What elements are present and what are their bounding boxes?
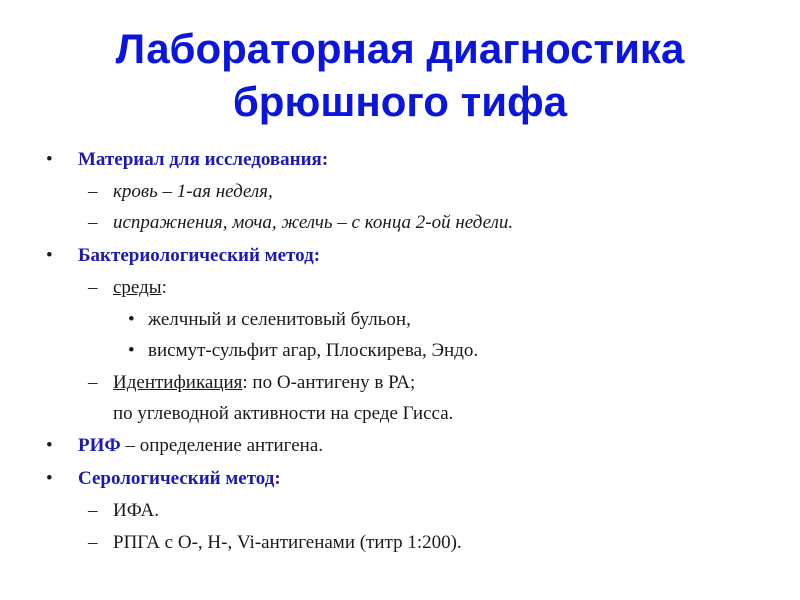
dash-marker: – <box>88 212 98 233</box>
bullet-marker: • <box>46 468 53 489</box>
material-heading: Материал для исследования: <box>78 149 329 170</box>
material-item-excreta: испражнения, моча, желчь – с конца 2-ой недели. <box>113 212 514 233</box>
rif-text: – определение антигена. <box>120 435 324 456</box>
media-item-agar: висмут-сульфит агар, Плоскирева, Эндо. <box>148 340 479 361</box>
bacterio-heading: Бактериологический метод: <box>78 245 321 266</box>
sero-item-rpga: РПГА с О-, Н-, Vi-антигенами (титр 1:200). <box>113 532 462 553</box>
media-label-row <box>113 277 167 299</box>
dash-marker: – <box>88 532 98 553</box>
bullet-marker: • <box>128 340 135 361</box>
title-line-1: Лабораторная диагностика <box>115 25 685 72</box>
rif-label: РИФ <box>78 435 121 456</box>
bullet-marker: • <box>46 245 53 266</box>
identification-label: Идентификация <box>113 372 243 393</box>
dash-marker: – <box>88 372 98 393</box>
bullet-marker: • <box>46 149 53 170</box>
bullet-marker: • <box>128 309 135 330</box>
media-colon: : <box>161 277 167 298</box>
identification-row <box>113 372 415 394</box>
material-item-blood: кровь – 1-ая неделя, <box>113 181 273 202</box>
sero-item-ifa: ИФА. <box>113 500 160 521</box>
dash-marker: – <box>88 181 98 202</box>
sero-heading: Серологический метод: <box>78 468 281 489</box>
identification-continuation: по углеводной активности на среде Гисса. <box>113 403 454 424</box>
dash-marker: – <box>88 500 98 521</box>
identification-text: : по О-антигену в РА; <box>242 372 416 393</box>
media-item-broth: желчный и селенитовый бульон, <box>148 309 411 330</box>
bullet-marker: • <box>46 435 53 456</box>
rif-row <box>78 435 323 457</box>
media-label: среды <box>113 277 162 298</box>
slide-title <box>0 22 800 128</box>
title-line-2: брюшного тифа <box>232 78 568 125</box>
dash-marker: – <box>88 277 98 298</box>
